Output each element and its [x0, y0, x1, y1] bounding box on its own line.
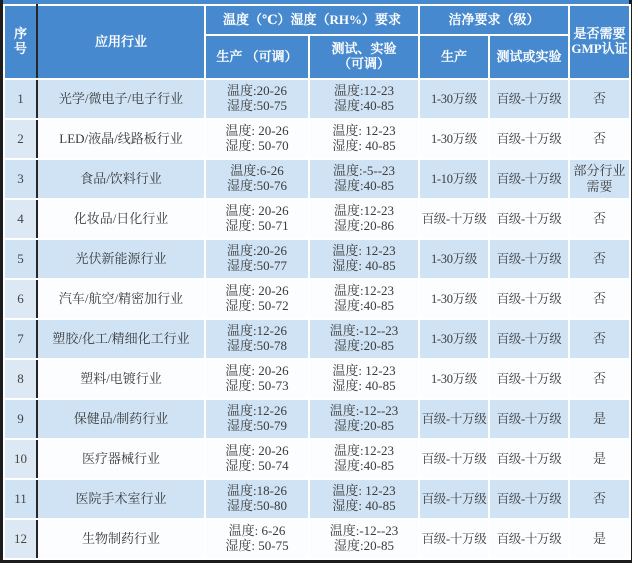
row-number: 9 — [17, 410, 24, 426]
gmp-cell — [569, 399, 630, 439]
clean-test-cell — [489, 479, 569, 519]
clean-production-cell — [419, 199, 489, 239]
temp-humidity-production-cell — [205, 279, 309, 319]
industry-cell — [37, 399, 205, 439]
test-humidity: 湿度: 40-85 — [332, 258, 396, 273]
temp-humidity-test-cell — [309, 119, 419, 159]
test-temperature: 温度:-12--23 — [329, 403, 399, 419]
gmp-required: 否 — [593, 291, 607, 307]
clean-test-grade: 百级-十万级 — [496, 491, 562, 506]
clean-production-grade: 百级-十万级 — [421, 411, 487, 426]
industry-cell — [37, 239, 205, 279]
clean-production-grade: 1-30万级 — [430, 371, 478, 386]
test-humidity: 湿度: 40-85 — [332, 138, 396, 153]
test-temperature: 温度:-12--23 — [329, 323, 399, 339]
gmp-cell — [569, 79, 630, 119]
test-temperature: 温度:-12--23 — [329, 523, 399, 539]
header-industry: 应用行业 — [37, 5, 205, 79]
row-number: 8 — [17, 370, 24, 386]
industry-name: 保健品/制药行业 — [73, 410, 169, 426]
test-humidity: 湿度:20-85 — [334, 418, 394, 433]
gmp-required: 否 — [593, 211, 607, 227]
header-gmp-line2: GMP认证 — [571, 41, 628, 56]
table-row — [4, 359, 630, 399]
temp-humidity-test-cell — [309, 519, 419, 559]
production-humidity: 湿度: 50-70 — [225, 138, 289, 153]
industry-cell — [37, 279, 205, 319]
row-number-cell — [4, 239, 37, 279]
table-row — [4, 279, 630, 319]
row-number-cell — [4, 319, 37, 359]
clean-test-cell — [489, 439, 569, 479]
row-number-cell — [4, 119, 37, 159]
gmp-cell — [569, 119, 630, 159]
clean-production-grade: 百级-十万级 — [421, 211, 487, 226]
clean-production-grade: 1-30万级 — [430, 91, 478, 106]
header-clean-test: 测试或实验 — [489, 35, 569, 79]
industry-cell — [37, 79, 205, 119]
production-temperature: 温度: 20-26 — [225, 123, 289, 139]
row-number-cell — [4, 199, 37, 239]
test-humidity: 湿度:20-85 — [334, 338, 394, 353]
row-number-cell — [4, 439, 37, 479]
clean-test-grade: 百级-十万级 — [496, 171, 562, 186]
industry-cell — [37, 319, 205, 359]
clean-production-grade: 1-10万级 — [430, 171, 478, 186]
table-row — [4, 399, 630, 439]
test-temperature: 温度: 12-23 — [332, 363, 396, 379]
production-humidity: 湿度:50-77 — [227, 258, 287, 273]
clean-production-grade: 1-30万级 — [430, 251, 478, 266]
temp-humidity-test-cell — [309, 79, 419, 119]
industry-name: 光伏新能源行业 — [75, 250, 167, 266]
gmp-required: 否 — [593, 131, 607, 147]
temp-humidity-production-cell — [205, 79, 309, 119]
production-humidity: 湿度:50-80 — [227, 498, 287, 513]
gmp-cell — [569, 199, 630, 239]
test-humidity: 湿度:20-85 — [334, 538, 394, 553]
row-number-cell — [4, 359, 37, 399]
production-humidity: 湿度:50-76 — [227, 178, 287, 193]
clean-test-cell — [489, 239, 569, 279]
clean-test-cell — [489, 159, 569, 199]
clean-test-cell — [489, 279, 569, 319]
clean-production-cell — [419, 159, 489, 199]
production-temperature: 温度: 20-26 — [225, 283, 289, 299]
header-row-number — [4, 5, 37, 79]
clean-production-cell — [419, 439, 489, 479]
test-temperature: 温度: 12-23 — [332, 123, 396, 139]
header-gmp — [569, 5, 630, 79]
industry-name: 塑胶/化工/精细化工行业 — [52, 330, 190, 346]
industry-name: 医院手术室行业 — [75, 490, 167, 506]
test-temperature: 温度: 12-23 — [332, 483, 396, 499]
temp-humidity-production-cell — [205, 159, 309, 199]
production-humidity: 湿度: 50-71 — [225, 218, 289, 233]
row-number: 1 — [17, 90, 24, 106]
gmp-required: 否 — [593, 331, 607, 347]
header-temp-production: 生产 （可调） — [205, 35, 309, 79]
temp-humidity-test-cell — [309, 159, 419, 199]
gmp-cell — [569, 239, 630, 279]
row-number: 4 — [17, 210, 24, 226]
gmp-cell — [569, 159, 630, 199]
row-number: 11 — [14, 490, 27, 506]
gmp-cell — [569, 479, 630, 519]
industry-cell — [37, 519, 205, 559]
industry-name: 光学/微电子/电子行业 — [58, 90, 184, 106]
production-temperature: 温度:12-26 — [227, 403, 287, 419]
clean-test-grade: 百级-十万级 — [496, 411, 562, 426]
clean-test-grade: 百级-十万级 — [496, 531, 562, 546]
table-body — [4, 79, 630, 559]
gmp-required: 否 — [593, 251, 607, 267]
temp-humidity-production-cell — [205, 119, 309, 159]
clean-production-grade: 1-30万级 — [430, 291, 478, 306]
table-row — [4, 439, 630, 479]
header-row-number-line2: 号 — [13, 41, 27, 56]
clean-production-cell — [419, 519, 489, 559]
clean-test-cell — [489, 319, 569, 359]
clean-production-cell — [419, 239, 489, 279]
test-humidity: 湿度: 40-85 — [332, 378, 396, 393]
test-temperature: 温度:12-23 — [334, 203, 394, 219]
gmp-cell — [569, 519, 630, 559]
test-temperature: 温度:12-23 — [334, 283, 394, 299]
production-temperature: 温度:18-26 — [227, 483, 287, 499]
industry-cell — [37, 439, 205, 479]
production-humidity: 湿度: 50-72 — [225, 298, 289, 313]
production-temperature: 温度:20-26 — [227, 83, 287, 99]
industry-requirements-table — [3, 4, 631, 560]
row-number-cell — [4, 479, 37, 519]
gmp-required: 否 — [593, 371, 607, 387]
temp-humidity-production-cell — [205, 439, 309, 479]
row-number-cell — [4, 399, 37, 439]
industry-name: 医疗器械行业 — [81, 450, 160, 466]
row-number-cell — [4, 159, 37, 199]
production-temperature: 温度: 6-26 — [228, 523, 286, 539]
gmp-required: 是 — [593, 411, 607, 427]
temp-humidity-production-cell — [205, 319, 309, 359]
clean-production-cell — [419, 279, 489, 319]
table-row — [4, 199, 630, 239]
industry-cell — [37, 199, 205, 239]
clean-production-grade: 百级-十万级 — [421, 531, 487, 546]
industry-cell — [37, 119, 205, 159]
row-number: 6 — [17, 290, 24, 306]
temp-humidity-test-cell — [309, 279, 419, 319]
temp-humidity-test-cell — [309, 319, 419, 359]
clean-test-cell — [489, 199, 569, 239]
test-temperature: 温度:-5--23 — [332, 163, 396, 179]
production-temperature: 温度:12-26 — [227, 323, 287, 339]
production-humidity: 湿度:50-75 — [227, 98, 287, 113]
clean-test-grade: 百级-十万级 — [496, 291, 562, 306]
temp-humidity-test-cell — [309, 239, 419, 279]
header-row-number-line1: 序 — [13, 26, 27, 42]
row-number-cell — [4, 79, 37, 119]
header-temp-test-line2: （可调） — [338, 56, 391, 71]
temp-humidity-production-cell — [205, 479, 309, 519]
test-humidity: 湿度:40-85 — [334, 458, 394, 473]
clean-production-cell — [419, 319, 489, 359]
temp-humidity-production-cell — [205, 199, 309, 239]
temp-humidity-production-cell — [205, 359, 309, 399]
clean-production-cell — [419, 79, 489, 119]
gmp-required: 是 — [593, 531, 607, 547]
gmp-cell — [569, 279, 630, 319]
gmp-cell — [569, 359, 630, 399]
gmp-cell — [569, 439, 630, 479]
test-humidity: 湿度:40-85 — [334, 178, 394, 193]
row-number: 5 — [17, 250, 24, 266]
industry-name: 食品/饮料行业 — [80, 170, 162, 186]
table-row — [4, 119, 630, 159]
gmp-required: 是 — [593, 451, 607, 467]
row-number-cell — [4, 519, 37, 559]
production-humidity: 湿度:50-79 — [227, 418, 287, 433]
production-temperature: 温度: 20-26 — [225, 443, 289, 459]
header-temp-test — [309, 35, 419, 79]
gmp-required: 否 — [593, 91, 607, 107]
production-humidity: 湿度:50-78 — [227, 338, 287, 353]
industry-name: 汽车/航空/精密加行业 — [58, 290, 184, 306]
gmp-cell — [569, 319, 630, 359]
production-temperature: 温度: 20-26 — [225, 203, 289, 219]
production-humidity: 湿度: 50-74 — [225, 458, 289, 473]
test-humidity: 湿度:40-85 — [334, 298, 394, 313]
row-number-cell — [4, 279, 37, 319]
temp-humidity-production-cell — [205, 399, 309, 439]
production-humidity: 湿度: 50-73 — [225, 378, 289, 393]
header-temp-test-line1: 测试、实验 — [331, 41, 397, 57]
table-row — [4, 319, 630, 359]
clean-production-grade: 百级-十万级 — [421, 491, 487, 506]
clean-test-cell — [489, 119, 569, 159]
clean-test-grade: 百级-十万级 — [496, 211, 562, 226]
clean-production-grade: 1-30万级 — [430, 331, 478, 346]
clean-test-cell — [489, 79, 569, 119]
production-humidity: 湿度: 50-75 — [225, 538, 289, 553]
temp-humidity-test-cell — [309, 359, 419, 399]
table-row — [4, 479, 630, 519]
temp-humidity-production-cell — [205, 239, 309, 279]
test-temperature: 温度:12-23 — [334, 443, 394, 459]
test-humidity: 湿度:40-85 — [334, 98, 394, 113]
header-gmp-line1: 是否需要 — [573, 26, 626, 42]
temp-humidity-test-cell — [309, 439, 419, 479]
industry-name: LED/液晶/线路板行业 — [59, 130, 183, 146]
clean-production-cell — [419, 399, 489, 439]
test-temperature: 温度: 12-23 — [332, 243, 396, 259]
industry-cell — [37, 479, 205, 519]
clean-test-grade: 百级-十万级 — [496, 451, 562, 466]
header-cleanliness-group: 洁净要求（级） — [419, 5, 569, 35]
clean-test-grade: 百级-十万级 — [496, 91, 562, 106]
clean-production-cell — [419, 119, 489, 159]
header-temp-humidity-group: 温度（℃）湿度（RH%）要求 — [205, 5, 419, 35]
production-temperature: 温度:6-26 — [230, 163, 284, 179]
table-row — [4, 519, 630, 559]
gmp-required: 否 — [593, 491, 607, 507]
header-clean-production: 生产 — [419, 35, 489, 79]
industry-name: 生物制药行业 — [81, 530, 160, 546]
production-temperature: 温度:20-26 — [227, 243, 287, 259]
production-temperature: 温度: 20-26 — [225, 363, 289, 379]
clean-test-grade: 百级-十万级 — [496, 331, 562, 346]
table-header — [4, 5, 630, 79]
industry-cell — [37, 159, 205, 199]
clean-test-grade: 百级-十万级 — [496, 371, 562, 386]
clean-test-grade: 百级-十万级 — [496, 131, 562, 146]
temp-humidity-test-cell — [309, 399, 419, 439]
table-row — [4, 239, 630, 279]
clean-test-cell — [489, 399, 569, 439]
clean-production-grade: 百级-十万级 — [421, 451, 487, 466]
row-number: 2 — [17, 130, 24, 146]
test-temperature: 温度:12-23 — [334, 83, 394, 99]
clean-test-cell — [489, 359, 569, 399]
industry-cell — [37, 359, 205, 399]
temp-humidity-production-cell — [205, 519, 309, 559]
clean-production-grade: 1-30万级 — [430, 131, 478, 146]
industry-name: 化妆品/日化行业 — [73, 210, 169, 226]
clean-production-cell — [419, 479, 489, 519]
clean-production-cell — [419, 359, 489, 399]
industry-name: 塑料/电镀行业 — [80, 370, 162, 386]
test-humidity: 湿度: 40-85 — [332, 498, 396, 513]
temp-humidity-test-cell — [309, 199, 419, 239]
table-row — [4, 159, 630, 199]
row-number: 10 — [14, 450, 27, 466]
gmp-required: 部分行业 需要 — [573, 163, 626, 194]
test-humidity: 湿度:20-86 — [334, 218, 394, 233]
row-number: 3 — [17, 170, 24, 186]
temp-humidity-test-cell — [309, 479, 419, 519]
row-number: 12 — [14, 530, 27, 546]
row-number: 7 — [17, 330, 24, 346]
clean-test-grade: 百级-十万级 — [496, 251, 562, 266]
clean-test-cell — [489, 519, 569, 559]
table-row — [4, 79, 630, 119]
